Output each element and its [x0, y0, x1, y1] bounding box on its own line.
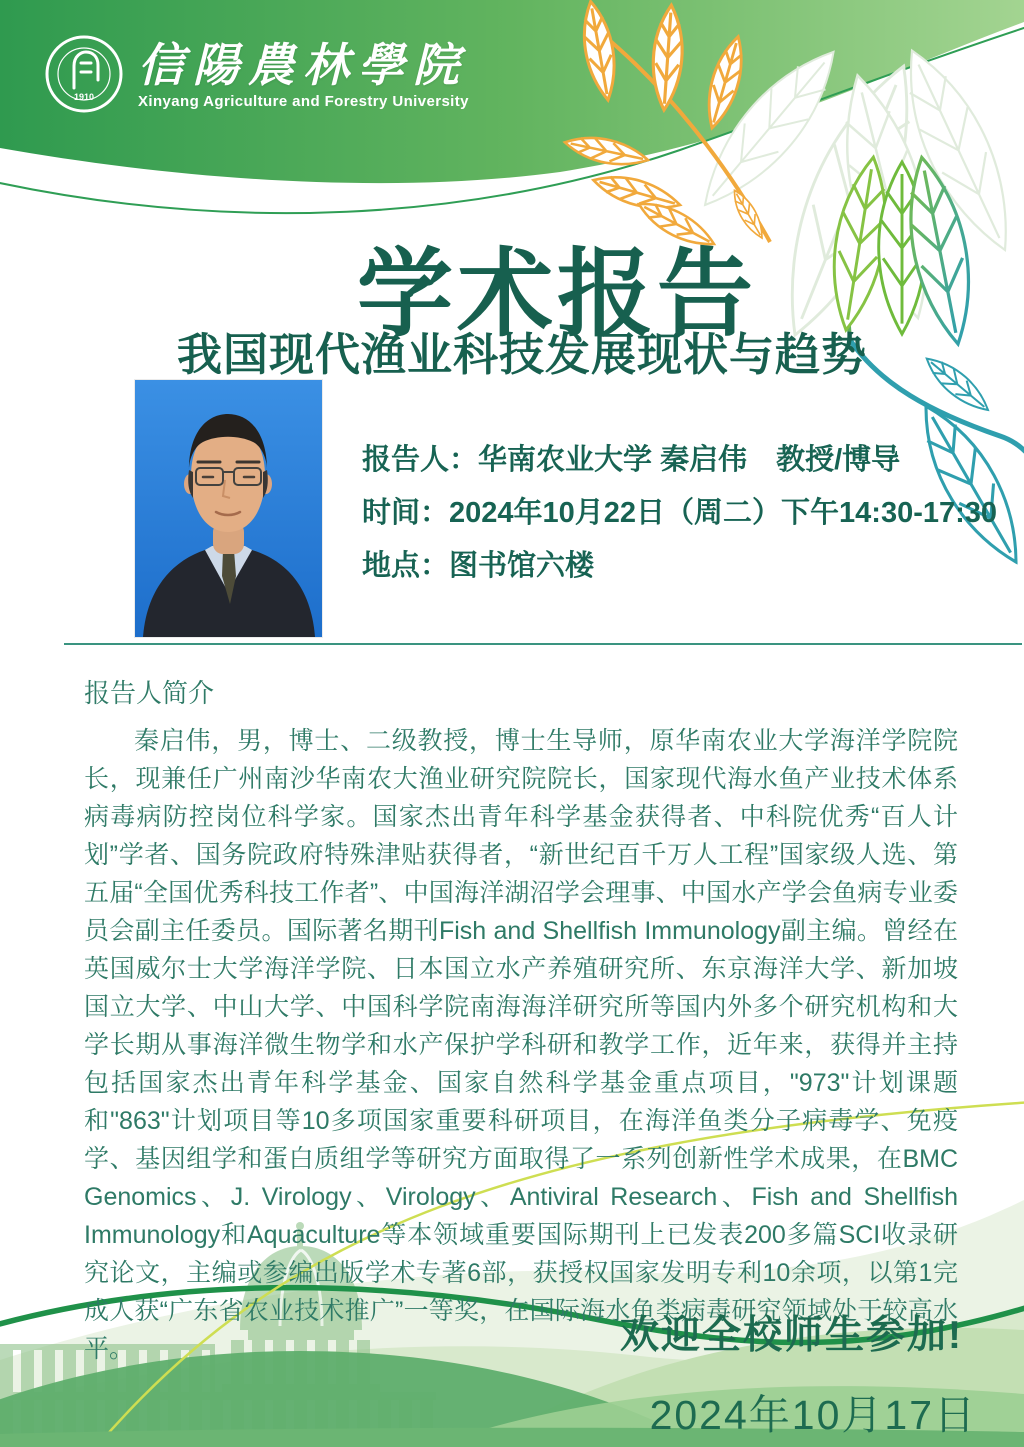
- speaker-photo: [135, 380, 322, 637]
- venue-row: [362, 552, 997, 581]
- venue-label: 地点：: [362, 550, 450, 582]
- lecture-details: [362, 446, 997, 605]
- speaker-row: [362, 446, 997, 475]
- poster-title: 学术报告: [357, 241, 757, 348]
- welcome-message: 欢迎全校师生参加!: [620, 1314, 963, 1357]
- venue-value: 图书馆六楼: [449, 550, 595, 582]
- time-value: 2024年10月22日（周二）下午14:30-17:30: [449, 497, 998, 529]
- university-seal-icon: [44, 34, 124, 114]
- university-name-en: Xinyang Agriculture and Forestry University: [138, 92, 469, 110]
- time-label: 时间：: [362, 497, 450, 529]
- poster-footer: [620, 1304, 977, 1441]
- university-name-zh: 信陽農林學院: [138, 38, 468, 91]
- university-header: [44, 34, 469, 114]
- speaker-bio-section: [84, 676, 958, 1368]
- bio-heading: 报告人简介: [84, 678, 215, 708]
- speaker-label: 报告人：: [362, 444, 479, 476]
- poster-date: 2024年10月17日: [649, 1392, 977, 1438]
- bio-paragraph: 秦启伟，男，博士、二级教授，博士生导师，原华南农业大学海洋学院院长，现兼任广州南沙华南农大渔业研究院院长，国家现代海水鱼产业技术体系病毒病防控岗位科学家。国家杰出青年科学基金获得者、中科院优秀“百人计划”学者、国务院政府特殊津贴获得者，“新世纪百千万人工程”国家级人选、第五届“全国优秀科技工作者”、中国海洋湖沼学会理事、中国水产学会鱼病专业委员会副主任委员。国际著名期刊Fish and Shellfish Immunology副主编。曾经在英国威尔士大学海洋学院、日本国立水产养殖研究所、东京海洋大学、新加坡国立大学、中山大学、中国科学院南海海洋研究所等国内外多个研究机构和大学长期从事海洋微生物学和水产保护学科研和教学工作，近年来，获得并主持包括国家杰出青年科学基金、国家自然科学基金重点项目，"973"计划课题和"863"计划项目等10多项国家重要科研项目，在海洋鱼类分子病毒学、免疫学、基因组学和蛋白质组学等研究方面取得了一系列创新性学术成果，在BMC Genomics、J. Virology、Virology、Antiviral Research、Fish and Shellfish Immunology和Aquaculture等本领域重要国际期刊上已发表200多篇SCI收录研究论文，主编或参编出版学术专著6部，获授权国家发明专利10余项，以第1完成人获“广东省农业技术推广”一等奖，在国际海水鱼类病毒研究领域处于较高水平。: [84, 727, 958, 1363]
- speaker-value: 华南农业大学 秦启伟 教授/博导: [478, 444, 901, 476]
- section-divider: [64, 643, 1022, 645]
- seal-founding-year: 1910: [73, 92, 95, 102]
- time-row: [362, 499, 997, 528]
- lecture-topic: 我国现代渔业科技发展现状与趋势: [176, 329, 867, 380]
